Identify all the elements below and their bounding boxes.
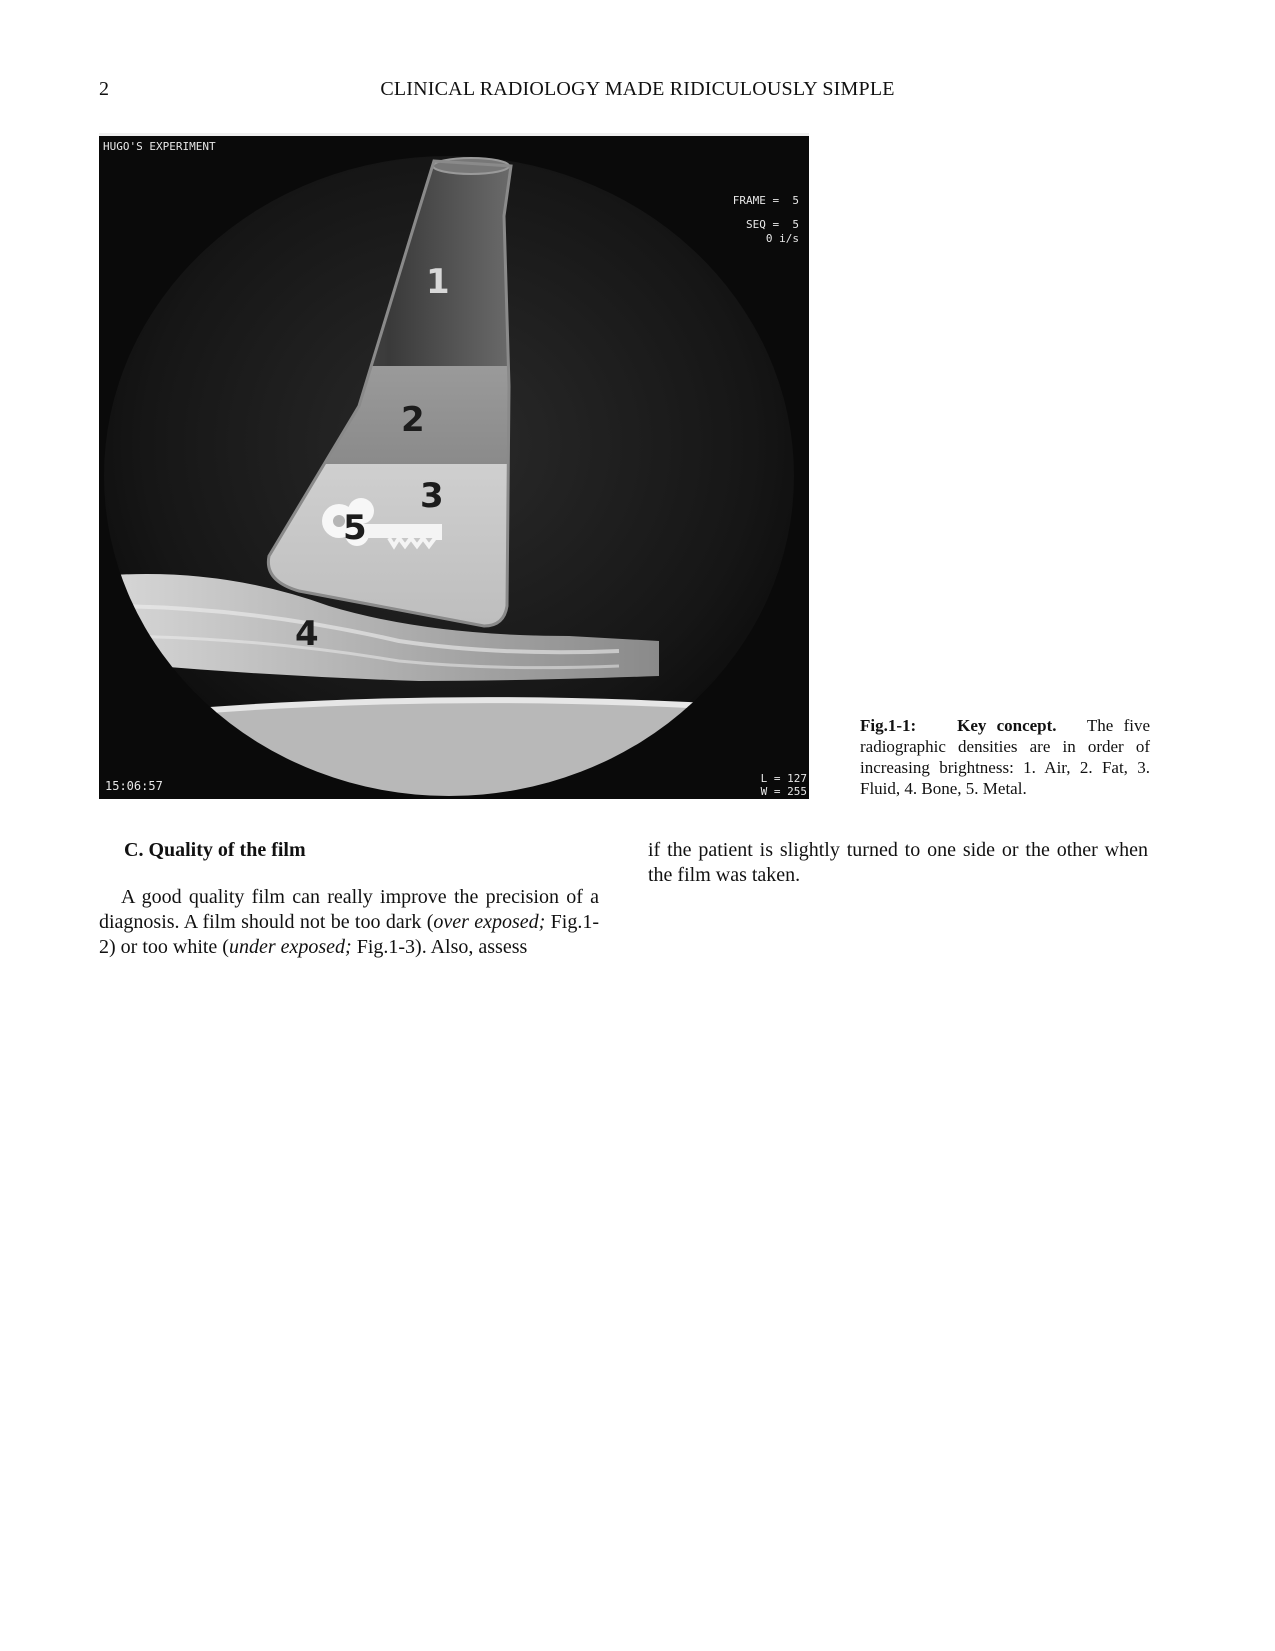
- section-heading: C. Quality of the film: [124, 839, 306, 861]
- para-italic: over exposed;: [433, 911, 546, 933]
- overlay-seq: SEQ = 5: [746, 218, 799, 231]
- running-head: [0, 78, 1275, 106]
- caption-heading: Key concept.: [957, 716, 1057, 735]
- xray-figure: [99, 133, 809, 799]
- overlay-time: 15:06:57: [105, 779, 163, 793]
- label-fluid: 3: [420, 476, 444, 516]
- figure-caption: [860, 715, 1150, 799]
- caption-fig-id: Fig.1-1:: [860, 716, 917, 735]
- label-fat: 2: [401, 400, 425, 440]
- book-title: CLINICAL RADIOLOGY MADE RIDICULOUSLY SIMPLE: [380, 78, 895, 100]
- caption-text: The five radiographic densities are in order of increasing brightness: 1. Air, 2. Fat, 3. Fluid, 4. Bone, 5. Metal.: [860, 716, 1151, 798]
- paragraph-right: if the patient is slightly turned to one side or the other when the film was taken.: [648, 839, 1148, 886]
- label-metal: 5: [343, 508, 367, 548]
- right-column: [648, 838, 1148, 888]
- overlay-title: HUGO'S EXPERIMENT: [103, 140, 216, 153]
- paragraph-left: [99, 885, 599, 960]
- overlay-frame: FRAME = 5: [732, 194, 799, 207]
- para-text: Fig.1-3). Also, assess: [351, 936, 528, 958]
- para-text: A good quality film can really improve the precision of a diagnosis. A film should not be too dark (: [99, 886, 599, 933]
- xray-image: [99, 136, 809, 799]
- page-number: 2: [99, 78, 109, 100]
- para-text: Fig.1-2) or too white (: [99, 911, 599, 958]
- label-air: 1: [426, 262, 450, 302]
- overlay-rate: 0 i/s: [765, 232, 799, 245]
- label-bone: 4: [295, 614, 319, 654]
- left-column: [99, 838, 599, 960]
- para-italic: under exposed;: [228, 936, 352, 958]
- overlay-window: W = 255: [760, 785, 807, 798]
- overlay-level: L = 127: [760, 772, 807, 785]
